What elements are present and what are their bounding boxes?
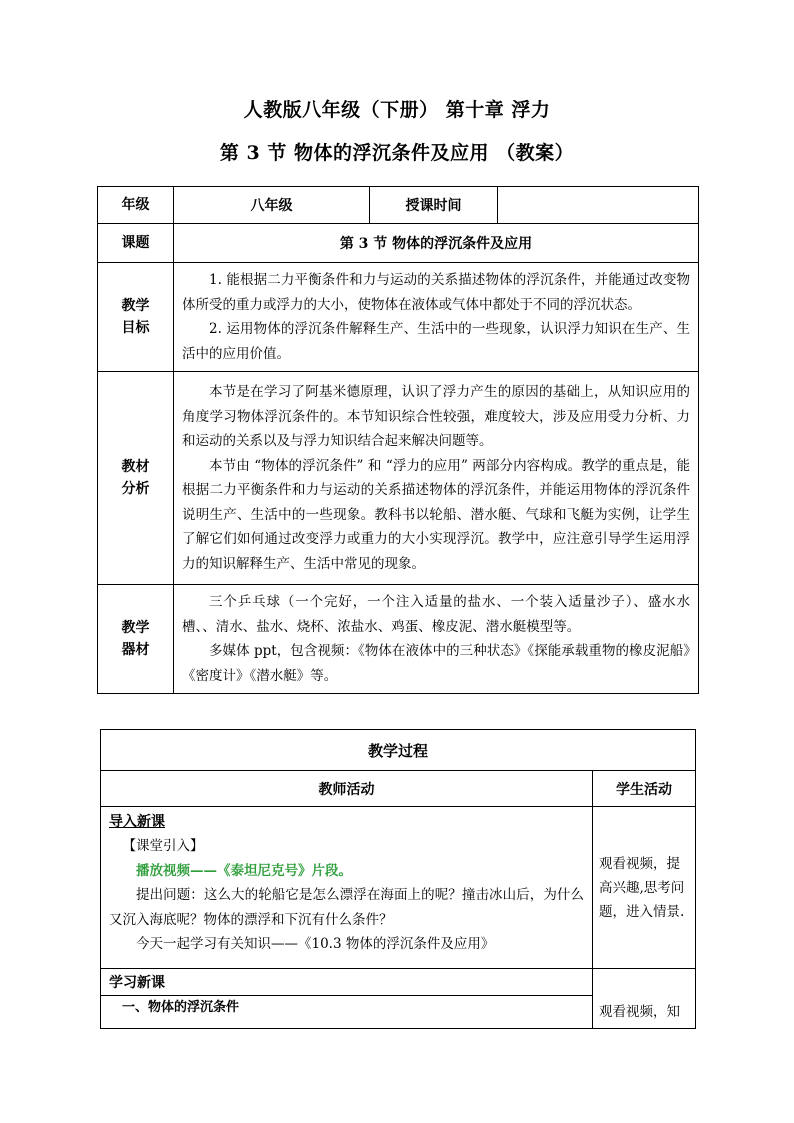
equipment-paragraph: 三个乒乓球（一个完好，一个注入适量的盐水、一个装入适量沙子）、盛水水槽、、清水、盐水、烧杯、浓盐水、鸡蛋、橡皮泥、潜水艇模型等。: [182, 594, 690, 635]
lesson-info-table: [97, 186, 699, 694]
topic-label: 课题: [98, 224, 174, 263]
goal-item: 1. 能根据二力平衡条件和力与运动的关系描述物体的浮沉条件，并能通过改变物体所受的重力或浮力的大小，使物体在液体或气体中都处于不同的浮沉状态。: [182, 272, 690, 313]
intro-bracket: 【课堂引入】: [122, 838, 204, 854]
goals-content: [174, 263, 699, 372]
intro-teacher-cell: [101, 807, 593, 969]
new-lesson-student-cell: 观看视频，知: [593, 969, 696, 1029]
time-value: [498, 187, 699, 224]
analysis-label-line1: 教材: [121, 459, 150, 475]
document-title: 人教版八年级（下册） 第十章 浮力: [243, 99, 551, 121]
equipment-label: [98, 585, 174, 694]
goals-label-line2: 目标: [121, 320, 150, 336]
analysis-label: [98, 372, 174, 585]
new-lesson-subheading: 一、物体的浮沉条件: [122, 1000, 240, 1015]
intro-today: 今天一起学习有关知识——《10.3 物体的浮沉条件及应用》: [136, 936, 495, 952]
intro-student-cell: 观看视频，提高兴趣,思考问题，进入情景.: [593, 807, 696, 969]
goal-item: 2. 运用物体的浮沉条件解释生产、生活中的一些现象，认识浮力知识在生产、生活中的应用价值。: [182, 321, 690, 362]
lesson-title: 第 3 节 物体的浮沉条件及应用 （教案）: [219, 142, 575, 164]
intro-heading: 导入新课: [109, 814, 165, 830]
analysis-content: [174, 372, 699, 585]
goals-label-line1: 教学: [121, 298, 150, 314]
goals-label: [98, 263, 174, 372]
process-title: 教学过程: [101, 730, 696, 771]
teacher-activity-header: 教师活动: [101, 771, 593, 807]
intro-question: 提出问题：这么大的轮船它是怎么漂浮在海面上的呢？撞击冰山后，为什么又沉入海底呢？物体的漂浮和下沉有什么条件？: [109, 887, 584, 928]
equipment-label-line1: 教学: [121, 620, 150, 636]
new-lesson-teacher-cell: [101, 969, 593, 1029]
topic-value: 第 3 节 物体的浮沉条件及应用: [174, 224, 699, 263]
equipment-label-line2: 器材: [121, 642, 150, 658]
analysis-paragraph: 本节由 “物体的浮沉条件” 和 “浮力的应用” 两部分内容构成。教学的重点是，能根据二力平衡条件和力与运动的关系描述物体的浮沉条件，并能运用物体的浮沉条件说明生产、生活中的一些现象。教科书以轮船、潜水艇、气球和飞艇为实例，让学生了解它们如何通过改变浮力或重力的大小实现浮沉。教学中，应注意引导学生运用浮力的知识解释生产、生活中常见的现象。: [182, 457, 690, 572]
intro-video: 播放视频——《泰坦尼克号》片段。: [136, 862, 352, 879]
new-lesson-heading: 学习新课: [109, 975, 165, 991]
teaching-process-table: [100, 729, 696, 1029]
student-activity-header: 学生活动: [593, 771, 696, 807]
analysis-label-line2: 分析: [121, 481, 150, 497]
analysis-paragraph: 本节是在学习了阿基米德原理，认识了浮力产生的原因的基础上，从知识应用的角度学习物体浮沉条件的。本节知识综合性较强，难度较大，涉及应用受力分析、力和运动的关系以及与浮力知识结合起来解决问题等。: [182, 384, 690, 449]
equipment-paragraph: 多媒体 ppt，包含视频：《物体在液体中的三种状态》《探能承载重物的橡皮泥船》《密度计》《潜水艇》等。: [182, 643, 690, 684]
time-label: 授课时间: [370, 187, 498, 224]
equipment-content: [174, 585, 699, 694]
grade-value: 八年级: [174, 187, 370, 224]
grade-label: 年级: [98, 187, 174, 224]
